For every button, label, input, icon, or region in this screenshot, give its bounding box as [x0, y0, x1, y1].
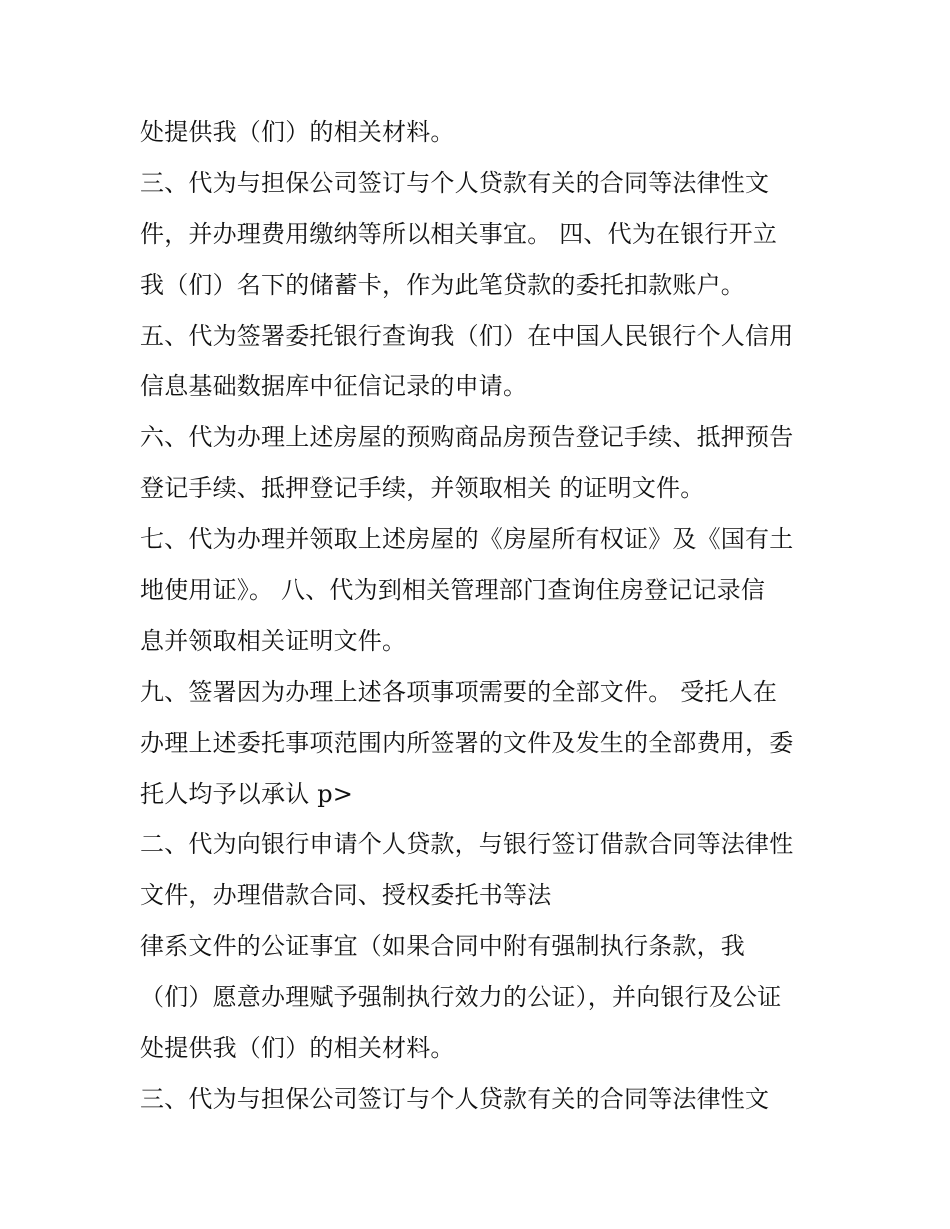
text-line: 息并领取相关证明文件。 — [140, 626, 407, 655]
text-line: 处提供我（们）的相关材料。 — [140, 118, 455, 146]
text-line: 地使用证》。 八、代为到相关管理部门查询住房登记记录信 — [140, 576, 766, 605]
text-line: 处提供我（们）的相关材料。 — [140, 1034, 455, 1063]
text-line: 二、代为向银行申请个人贷款，与银行签订借款合同等法律性 — [140, 830, 794, 859]
text-line: 登记手续、抵押登记手续，并领取相关 的证明文件。 — [140, 474, 705, 503]
text-line: 七、代为办理并领取上述房屋的《房屋所有权证》及《国有土 — [140, 525, 794, 554]
text-line: 件，并办理费用缴纳等所以相关事宜。 四、代为在银行开立 — [140, 219, 778, 248]
text-line: 托人均予以承认 p> — [140, 779, 354, 808]
text-line: 六、代为办理上述房屋的预购商品房预告登记手续、抵押预告 — [140, 423, 794, 452]
text-line: 文件，办理借款合同、授权委托书等法 — [140, 881, 552, 910]
text-line: 信息基础数据库中征信记录的申请。 — [140, 372, 528, 401]
text-line: （们）愿意办理赋予强制执行效力的公证），并向银行及公证 — [140, 983, 782, 1012]
text-line: 九、签署因为办理上述各项事项需要的全部文件。 受托人在 — [140, 677, 778, 706]
text-line: 三、代为与担保公司签订与个人贷款有关的合同等法律性文 — [140, 1084, 770, 1113]
document-body — [140, 107, 830, 1125]
text-line: 我（们）名下的储蓄卡，作为此笔贷款的委托扣款账户。 — [140, 270, 745, 299]
text-line: 律系文件的公证事宜（如果合同中附有强制执行条款，我 — [140, 932, 745, 961]
text-line: 五、代为签署委托银行查询我（们）在中国人民银行个人信用 — [140, 321, 794, 350]
text-line: 办理上述委托事项范围内所签署的文件及发生的全部费用，委 — [140, 728, 794, 757]
text-line: 三、代为与担保公司签订与个人贷款有关的合同等法律性文 — [140, 168, 770, 197]
